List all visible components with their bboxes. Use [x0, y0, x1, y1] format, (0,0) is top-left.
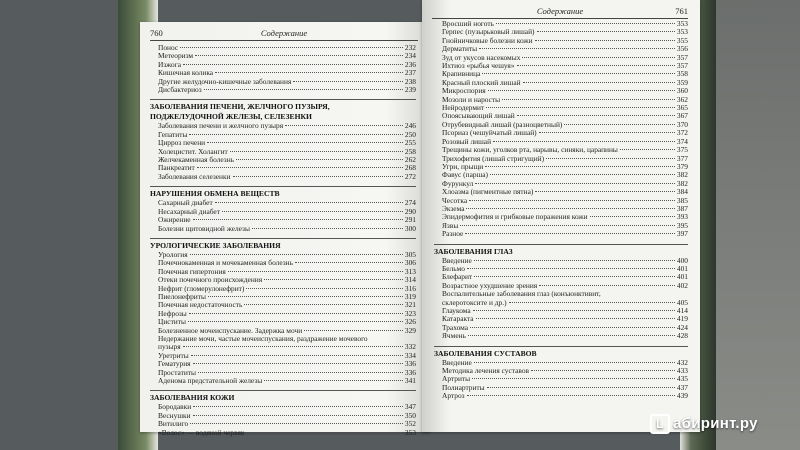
toc-entry-title: Чесотка [442, 195, 468, 205]
toc-entry-page: 262 [404, 155, 416, 165]
toc-entry [150, 301, 416, 309]
toc-entry-title: Псориаз (чешуйчатый лишай) [442, 128, 537, 138]
toc-entry-page: 402 [676, 280, 688, 290]
toc-entry-title: Ожирение [158, 215, 191, 225]
toc-entry-page: 359 [676, 77, 688, 87]
toc-entry [150, 429, 416, 437]
toc-entry-page: 347 [404, 402, 416, 412]
toc-entry [150, 86, 416, 94]
toc-entry-page: 358 [676, 69, 688, 79]
dot-leader [535, 191, 675, 192]
toc-entry-page: 274 [404, 198, 416, 208]
dot-leader [488, 90, 675, 91]
dot-leader [189, 313, 403, 314]
toc-entry [434, 265, 688, 273]
toc-entry [150, 122, 416, 130]
dot-leader [523, 82, 675, 83]
toc-entry-page: 384 [676, 187, 688, 197]
running-title: Содержание [260, 28, 308, 38]
dot-leader [482, 73, 675, 74]
toc-entry-page: 401 [676, 272, 688, 282]
dot-leader [222, 211, 403, 212]
toc-entry-page: 236 [404, 59, 416, 69]
dot-leader [546, 158, 675, 159]
toc-entry-title: Изжога [158, 59, 182, 69]
toc-entry [434, 384, 688, 392]
labirint-logo-icon: L [650, 414, 670, 434]
dot-leader [190, 423, 403, 424]
watermark-logo [650, 414, 758, 434]
section-heading: ПОДЖЕЛУДОЧНОЙ ЖЕЛЕЗЫ, СЕЛЕЗЕНКИ [150, 112, 312, 122]
toc-entry-page: 377 [676, 153, 688, 163]
toc-entry-page: 372 [676, 128, 688, 138]
dot-leader [486, 107, 675, 108]
toc-entry-title: Почечнокаменная и мочекаменная болезнь [158, 258, 293, 268]
toc-entry-title: Болезни щитовидной железы [158, 223, 250, 233]
toc-entry-page: 321 [404, 300, 416, 310]
toc-entry-title: Катаракта [442, 314, 474, 324]
toc-entry-page: 353 [676, 27, 688, 37]
dot-leader [487, 387, 675, 388]
toc-entry-title: Болезненное мочеиспускание. Задержка мочи [158, 325, 303, 335]
toc-entry-title: Бородавки [158, 402, 192, 412]
toc-entry [434, 257, 688, 265]
toc-entry-title: Разное [442, 229, 464, 239]
dot-leader [207, 142, 403, 143]
toc-entry-title: пузыря [158, 342, 181, 352]
toc-entry-title: Трихофития (лишай стригущий) [442, 153, 545, 163]
dot-leader [236, 159, 403, 160]
toc-entry [150, 225, 416, 233]
dot-leader [183, 346, 403, 347]
toc-entry-page: 393 [676, 212, 688, 222]
toc-entry-page: 239 [404, 85, 416, 95]
toc-entry-title: Микроспория [442, 86, 486, 96]
toc-entry-page: 250 [404, 129, 416, 139]
toc-entry [150, 412, 416, 420]
toc-entry [434, 222, 688, 230]
right-page [422, 0, 700, 432]
toc-entry-page: 360 [676, 86, 688, 96]
toc-entry-title: Гнойничковые болезни кожи [442, 35, 533, 45]
toc-entry-title: Хлоазма (пигментные пятна) [442, 187, 534, 197]
dot-leader [215, 72, 403, 73]
toc-entry-title: Ихтиоз «рыбья чешуя» [442, 61, 515, 71]
toc-entry-page: 439 [676, 391, 688, 401]
toc-entry-page: 246 [404, 121, 416, 131]
dot-leader [467, 268, 675, 269]
toc-entry-page: 316 [404, 283, 416, 293]
toc-entry [150, 335, 416, 343]
toc-entry-page: 238 [404, 76, 416, 86]
toc-entry-title: Эпидермофития и грибковые поражения кожи [442, 212, 588, 222]
dot-leader [193, 415, 403, 416]
section-heading: ЗАБОЛЕВАНИЯ СУСТАВОВ [434, 346, 688, 358]
page-number: 760 [150, 28, 163, 38]
dot-leader [522, 57, 675, 58]
dot-leader [466, 208, 674, 209]
dot-leader [475, 183, 675, 184]
dot-leader [246, 432, 402, 433]
toc-entry [150, 343, 416, 351]
dot-leader [564, 124, 675, 125]
toc-entry-title: Заболевания печени и желчного пузыря [158, 121, 284, 131]
toc-entry-page: 419 [676, 314, 688, 324]
dot-leader [198, 372, 403, 373]
running-title: Содержание [536, 6, 584, 16]
dot-leader [460, 225, 675, 226]
toc-entry-page: 255 [404, 138, 416, 148]
toc-entry-title: Мозоли и наросты [442, 94, 501, 104]
section-heading: ЗАБОЛЕВАНИЯ ГЛАЗ [434, 244, 688, 256]
dot-leader [509, 302, 675, 303]
section-heading: ЗАБОЛЕВАНИЯ КОЖИ [150, 390, 416, 402]
toc-entry [150, 377, 416, 385]
toc-entry-page: 356 [676, 44, 688, 54]
toc-entry-title: Нефрит (гломерулонефрит) [158, 283, 245, 293]
running-head-right [432, 6, 688, 19]
dot-leader [190, 254, 403, 255]
toc-entry-page: 357 [676, 61, 688, 71]
toc-entry-title: Простатиты [158, 367, 196, 377]
dot-leader [264, 279, 403, 280]
toc-entry-page: 424 [676, 322, 688, 332]
dot-leader [183, 64, 403, 65]
toc-entry [434, 213, 688, 221]
dot-leader [189, 134, 402, 135]
toc-entry-page: 382 [676, 178, 688, 188]
dot-leader [479, 48, 675, 49]
toc-entry-title: Полиартриты [442, 382, 485, 392]
toc-entry-page: 435 [676, 374, 688, 384]
toc-entry-title: Угри, прыщи [442, 161, 484, 171]
toc-entry-title: Аденома предстательной железы [158, 376, 263, 385]
toc-entry-page: 395 [676, 220, 688, 230]
left-page [140, 22, 430, 437]
dot-leader [180, 47, 403, 48]
toc-entry-title: Недержание мочи, частые мочеиспускания, раздражение мочевого [158, 333, 368, 343]
toc-entry-page: 414 [676, 306, 688, 315]
dot-leader [531, 370, 675, 371]
toc-entry [434, 188, 688, 196]
toc-entry-title: Красный плоский лишай [442, 77, 521, 87]
toc-entry-title: Отрубевидный лишай (разноцветный) [442, 119, 563, 129]
toc-entry-page: 405 [676, 297, 688, 307]
toc-entry-page: 365 [676, 103, 688, 113]
dot-leader [485, 166, 675, 167]
toc-entry-page: 367 [676, 111, 688, 121]
toc-entry-title: Метеоризм [158, 51, 194, 61]
toc-entry-title: Фавус (парша) [442, 170, 489, 180]
toc-entry-page: 336 [404, 367, 416, 377]
toc-entry-title: Пиелонефриты [158, 291, 206, 301]
toc-entry-page: 305 [404, 249, 416, 259]
dot-leader [304, 330, 403, 331]
dot-leader [470, 327, 675, 328]
dot-leader [465, 233, 675, 234]
dot-leader [537, 31, 675, 32]
dot-leader [197, 167, 403, 168]
toc-entry [434, 392, 688, 400]
dot-leader [474, 276, 675, 277]
toc-entry-page: 353 [676, 19, 688, 28]
toc-entry-title: Введение [442, 255, 472, 265]
toc-entry-page: 352 [404, 419, 416, 429]
toc-entry [434, 315, 688, 323]
toc-list-left [150, 44, 416, 437]
toc-entry-title: Трахома [442, 322, 469, 332]
toc-entry-page: 234 [404, 51, 416, 61]
toc-entry-page: 334 [404, 350, 416, 360]
toc-entry-title: Возрастное ухудшение зрения [442, 280, 538, 290]
dot-leader [472, 378, 675, 379]
toc-entry-title: Трещины кожи, уголков рта, нарывы, синяки, царапины [442, 145, 618, 155]
dot-leader [233, 176, 403, 177]
toc-entry-title: Дисбактериоз [158, 85, 202, 95]
toc-entry-title: Почечная недостаточность [158, 300, 243, 310]
toc-entry [434, 197, 688, 205]
toc-entry-title: Зуд от укусов насекомых [442, 52, 521, 62]
toc-entry [150, 52, 416, 60]
toc-entry-title: Фурункул [442, 178, 474, 188]
toc-entry-page: 332 [404, 342, 416, 352]
toc-entry-page: 291 [404, 215, 416, 225]
dot-leader [193, 363, 403, 364]
toc-entry [150, 310, 416, 318]
toc-entry-page: 300 [404, 223, 416, 233]
dot-leader [193, 219, 403, 220]
toc-entry-page: 385 [676, 195, 688, 205]
toc-entry-title: Дерматиты [442, 44, 478, 54]
toc-entry-page: 290 [404, 206, 416, 216]
toc-entry-page: 357 [676, 52, 688, 62]
dot-leader [539, 132, 675, 133]
toc-entry-page: 326 [404, 317, 416, 327]
section-heading: НАРУШЕНИЯ ОБМЕНА ВЕЩЕСТВ [150, 186, 416, 198]
toc-entry-title: Методика лечения суставов [442, 366, 530, 376]
toc-entry-page: 237 [404, 68, 416, 78]
toc-entry-title: Холецистит. Холангит [158, 146, 228, 156]
toc-entry [434, 324, 688, 332]
toc-entry-title: Нефрозы [158, 308, 187, 318]
dot-leader [474, 260, 675, 261]
toc-entry-page: 362 [676, 94, 688, 104]
toc-entry-title: Урология [158, 249, 188, 259]
dot-leader [535, 40, 675, 41]
toc-entry-title: Глаукома [442, 306, 471, 315]
dot-leader [195, 55, 403, 56]
toc-entry-title: Розовый лишай [442, 136, 492, 146]
dot-leader [244, 304, 403, 305]
section-heading: ЗАБОЛЕВАНИЯ ПЕЧЕНИ, ЖЕЛЧНОГО ПУЗЫРЯ, [150, 99, 416, 111]
toc-entry-page: 306 [404, 258, 416, 268]
toc-entry-title: Нейродермит [442, 103, 485, 113]
toc-entry-title: Желчекаменная болезнь [158, 155, 235, 165]
dot-leader [474, 362, 675, 363]
dot-leader [293, 81, 403, 82]
toc-entry-page: 370 [676, 119, 688, 129]
toc-entry-title: Язвы [442, 220, 459, 230]
section-heading: УРОЛОГИЧЕСКИЕ ЗАБОЛЕВАНИЯ [150, 238, 416, 250]
toc-entry-title: Почечная гипертония [158, 266, 226, 276]
dot-leader [469, 200, 675, 201]
dot-leader [539, 285, 675, 286]
toc-entry-page: 355 [676, 35, 688, 45]
toc-list-right [434, 20, 688, 401]
dot-leader [496, 23, 675, 24]
toc-entry-title: Циститы [158, 317, 186, 327]
toc-entry-title: «Волос» — водяной червяк [158, 427, 245, 437]
toc-entry-page: 387 [676, 203, 688, 213]
toc-entry-page: 350 [404, 410, 416, 420]
toc-entry-page: 433 [676, 366, 688, 376]
dot-leader [230, 151, 403, 152]
dot-leader [490, 174, 675, 175]
toc-entry-page: 258 [404, 146, 416, 156]
toc-entry-title: Вросший ноготь [442, 19, 494, 28]
toc-entry-page: 272 [404, 171, 416, 181]
toc-entry-page: 401 [676, 263, 688, 273]
toc-entry-title: Ячмень [442, 331, 466, 341]
toc-entry-title: Сахарный диабет [158, 198, 213, 208]
toc-entry-page: 232 [404, 43, 416, 52]
toc-entry [434, 367, 688, 375]
page-number: 761 [675, 6, 688, 16]
toc-entry-page: 400 [676, 255, 688, 265]
dot-leader [493, 141, 675, 142]
toc-entry-page: 382 [676, 170, 688, 180]
toc-entry-page: 374 [676, 136, 688, 146]
dot-leader [590, 216, 675, 217]
dot-leader [204, 89, 403, 90]
toc-entry-page: 319 [404, 291, 416, 301]
toc-entry [150, 173, 416, 181]
dot-leader [468, 335, 675, 336]
toc-entry-title: Гематурия [158, 359, 191, 369]
dot-leader [252, 228, 403, 229]
toc-entry-title: Герпес (пузырьковый лишай) [442, 27, 535, 37]
toc-entry-page: 323 [404, 308, 416, 318]
toc-entry-title: Воспалительные заболевания глаз (конъюнктивит, [442, 289, 601, 299]
dot-leader [517, 65, 675, 66]
toc-entry [434, 230, 688, 238]
toc-entry-title: Другие желудочно-кишечные заболевания [158, 76, 292, 86]
toc-entry-title: Опоясывающий лишай [442, 111, 515, 121]
dot-leader [246, 288, 403, 289]
toc-entry-title: Уретриты [158, 350, 189, 360]
dot-leader [285, 125, 403, 126]
toc-entry-title: Кишечная колика [158, 68, 214, 78]
toc-entry-page: 397 [676, 229, 688, 239]
toc-entry-title: Несахарный диабет [158, 206, 220, 216]
toc-entry-page: 437 [676, 382, 688, 392]
toc-entry-page: 379 [676, 161, 688, 171]
toc-entry-title: Веснушки [158, 410, 191, 420]
toc-entry-title: Заболевания селезенки [158, 171, 231, 181]
toc-entry-title: Введение [442, 357, 472, 367]
toc-entry-page: 341 [404, 376, 416, 385]
toc-entry-title: Крапивница [442, 69, 481, 79]
toc-entry-title: Отеки почечного происхождения [158, 275, 263, 285]
toc-entry [434, 332, 688, 340]
toc-entry-title: Артриты [442, 374, 471, 384]
dot-leader [502, 99, 675, 100]
dot-leader [208, 296, 403, 297]
toc-entry-page: 314 [404, 275, 416, 285]
toc-entry-title: Гепатиты [158, 129, 188, 139]
dot-leader [467, 395, 675, 396]
toc-entry [434, 299, 688, 307]
toc-entry-page: 336 [404, 359, 416, 369]
toc-entry-title: Артроз [442, 391, 465, 401]
toc-entry-page: 353 [404, 427, 416, 437]
toc-entry-title: Экзема [442, 203, 465, 213]
toc-entry-title: склеротоксите и др.) [442, 297, 507, 307]
dot-leader [264, 380, 403, 381]
toc-entry-page: 428 [676, 331, 688, 341]
toc-entry-title: Блефарит [442, 272, 473, 282]
dot-leader [193, 406, 403, 407]
toc-entry-page: 268 [404, 163, 416, 173]
toc-entry-title: Витилиго [158, 419, 189, 429]
toc-entry-page: 313 [404, 266, 416, 276]
watermark-text: абиринт.ру [673, 414, 758, 432]
toc-entry-page: 432 [676, 357, 688, 367]
background-right [712, 0, 800, 450]
dot-leader [473, 310, 675, 311]
dot-leader [191, 355, 403, 356]
toc-entry-title: Панкреатит [158, 163, 195, 173]
toc-entry-page: 375 [676, 145, 688, 155]
dot-leader [517, 115, 675, 116]
toc-entry-title: Понос [158, 43, 179, 52]
dot-leader [228, 271, 403, 272]
dot-leader [215, 202, 403, 203]
running-head-left [150, 28, 418, 41]
dot-leader [188, 321, 403, 322]
dot-leader [476, 318, 675, 319]
dot-leader [295, 262, 403, 263]
toc-entry-title: Бельмо [442, 263, 465, 273]
dot-leader [620, 149, 675, 150]
toc-entry-title: Цирроз печени [158, 138, 206, 148]
toc-entry-page: 329 [404, 325, 416, 335]
